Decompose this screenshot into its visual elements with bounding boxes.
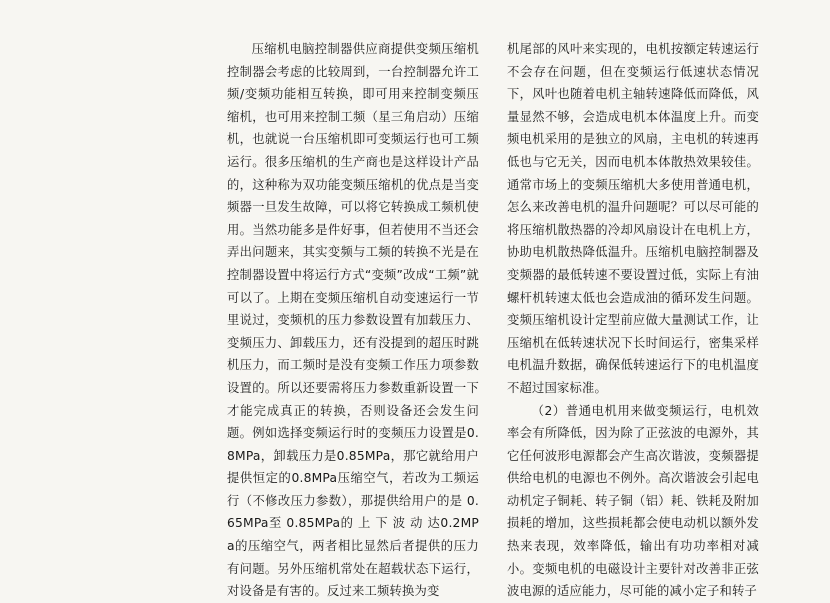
paragraph: （2）普通电机用来做变频运行，电机效率会有所降低，因为除了正弦波的电源外，其它任何波形电源都会产生高次谐波，变频器提供给电机的电源也不例外。高次谐波会引起电动机定子铜耗、转子铜（铝）耗、铁耗及附加损耗的增加，这些损耗都会使电动机以额外发热来表现，效率降低，输出有功功率相对减小。变频电机的电磁设计主要针对改善非正弦波电源的适应能力，尽可能的减小定子和转子 [507, 403, 759, 599]
left-text-column [227, 38, 479, 603]
paragraph: 压缩机电脑控制器供应商提供变频压缩机控制器会考虑的比较周到，一台控制器允许工频/变频功能相互转换，即可用来控制变频压缩机，也可用来控制工频（星三角启动）压缩机，也就说一台压缩机即可变频运行也可工频运行。很多压缩机的生产商也是这样设计产品的，这种称为双功能变频压缩机的优点是当变频器一旦发生故障，可以将它转换成工频机使用。当然功能多是件好事，但若使用不当还会弄出问题来，其实变频与工频的转换不光是在控制器设置中将运行方式“变频”改成“工频”就可以了。上期在变频压缩机自动变速运行一节里说过，变频机的压力参数设置有加载压力、变频压力、卸载压力，还有没提到的超压时跳机压力，而工频时是没有变频工作压力项参数设置的。所以还要需将压力参数重新设置一下才能完成真正的转换，否则设备还会发生问题。例如选择变频运行时的变频压力设置是0.8MPa，卸载压力是0.85MPa，那它就给用户提供恒定的0.8MPa压缩空气，若改为工频运行（不修改压力参数），那提供给用户的是 0.65MPa至 0.85MPa的 上 下 波 动 达0.2MPa的压缩空气，两者相比显然后者提供的压力有问题。另外压缩机常处在超载状态下运行，对设备是有害的。反过来工频转换为变 [227, 42, 479, 599]
right-text-column [507, 38, 759, 603]
paragraph: 机尾部的风叶来实现的，电机按额定转速运行不会存在问题，但在变频运行低速状态情况下，风叶也随着电机主轴转速降低而降低，风量显然不够，会造成电机本体温度上升。而变频电机采用的是独立的风扇，主电机的转速再低也与它无关，因而电机本体散热效果较佳。通常市场上的变频压缩机大多使用普通电机，怎么来改善电机的温升问题呢？可以尽可能的将压缩机散热器的冷却风扇设计在电机上方，协助电机散热降低温升。压缩机电脑控制器及变频器的最低转速不要设置过低，实际上有油螺杆机转速太低也会造成油的循环发生问题。变频压缩机设计定型前应做大量测试工作，让压缩机在低转速状况下长时间运行，密集采样电机温升数据，确保低转速运行下的电机温度不超过国家标准。 [507, 42, 759, 395]
